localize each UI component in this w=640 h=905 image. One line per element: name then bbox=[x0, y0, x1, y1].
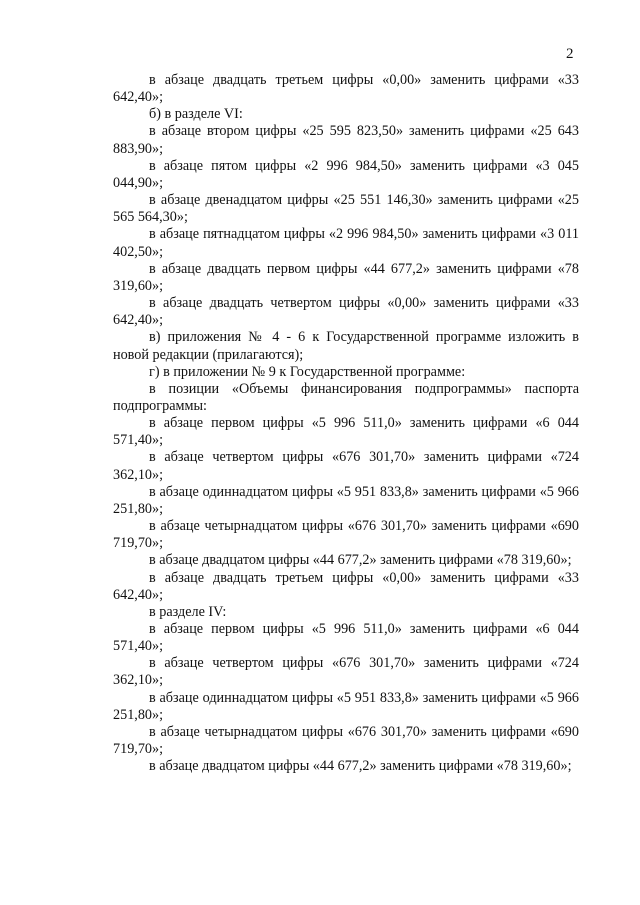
paragraph: в абзаце двенадцатом цифры «25 551 146,30» заменить цифрами «25 565 564,30»; bbox=[113, 192, 579, 226]
paragraph: в абзаце четырнадцатом цифры «676 301,70» заменить цифрами «690 719,70»; bbox=[113, 518, 579, 552]
paragraph: в абзаце двадцать первом цифры «44 677,2» заменить цифрами «78 319,60»; bbox=[113, 260, 579, 294]
paragraph: в абзаце первом цифры «5 996 511,0» заменить цифрами «6 044 571,40»; bbox=[113, 415, 579, 449]
document-body bbox=[113, 72, 579, 775]
page-number: 2 bbox=[566, 46, 574, 62]
paragraph: в позиции «Объемы финансирования подпрограммы» паспорта подпрограммы: bbox=[113, 380, 579, 414]
paragraph: б) в разделе VI: bbox=[149, 106, 243, 123]
paragraph: в абзаце двадцать четвертом цифры «0,00» заменить цифрами «33 642,40»; bbox=[113, 295, 579, 329]
paragraph: в абзаце четырнадцатом цифры «676 301,70» заменить цифрами «690 719,70»; bbox=[113, 723, 579, 758]
paragraph: в абзаце четвертом цифры «676 301,70» заменить цифрами «724 362,10»; bbox=[113, 655, 579, 689]
paragraph: в разделе IV: bbox=[149, 603, 227, 620]
paragraph: в абзаце одиннадцатом цифры «5 951 833,8» заменить цифрами «5 966 251,80»; bbox=[113, 689, 579, 723]
paragraph: в) приложения № 4 - 6 к Государственной программе изложить в новой редакции (прилагаются); bbox=[113, 329, 579, 363]
paragraph: в абзаце двадцатом цифры «44 677,2» заменить цифрами «78 319,60»; bbox=[149, 758, 572, 775]
paragraph: в абзаце двадцатом цифры «44 677,2» заменить цифрами «78 319,60»; bbox=[149, 552, 572, 569]
paragraph: в абзаце пятом цифры «2 996 984,50» заменить цифрами «3 045 044,90»; bbox=[113, 157, 579, 191]
paragraph: в абзаце пятнадцатом цифры «2 996 984,50» заменить цифрами «3 011 402,50»; bbox=[113, 226, 579, 260]
paragraph: в абзаце двадцать третьем цифры «0,00» заменить цифрами «33 642,40»; bbox=[113, 569, 579, 603]
paragraph: в абзаце первом цифры «5 996 511,0» заменить цифрами «6 044 571,40»; bbox=[113, 621, 579, 655]
paragraph: в абзаце четвертом цифры «676 301,70» заменить цифрами «724 362,10»; bbox=[113, 449, 579, 483]
paragraph: в абзаце одиннадцатом цифры «5 951 833,8» заменить цифрами «5 966 251,80»; bbox=[113, 483, 579, 517]
paragraph: в абзаце двадцать третьем цифры «0,00» заменить цифрами «33 642,40»; bbox=[113, 72, 579, 106]
paragraph: в абзаце втором цифры «25 595 823,50» заменить цифрами «25 643 883,90»; bbox=[113, 123, 579, 157]
paragraph: г) в приложении № 9 к Государственной программе: bbox=[149, 363, 466, 380]
